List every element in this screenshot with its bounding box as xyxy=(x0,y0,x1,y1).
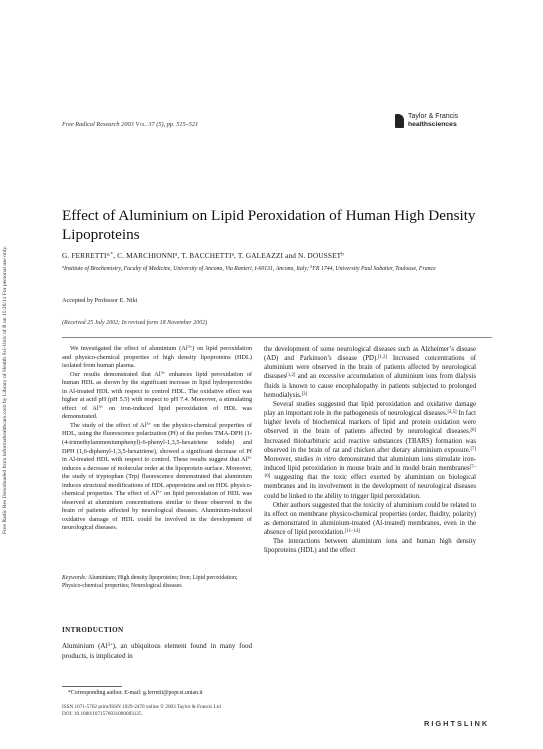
header-divider xyxy=(62,337,492,338)
citation: [6] xyxy=(470,428,476,434)
text-run: Our results demonstrated that Al xyxy=(70,370,161,378)
keywords xyxy=(62,575,252,591)
text-run: induces a decrease of molecular order at the lipoprotein surface. Moreover, the study of tryptophan (Trp) fluorescence demonstrated that aluminium induces structural modifications of HDL apoproteins and on HDL physico-chemical properties. The effect of Al xyxy=(62,464,252,498)
author-affil-mark: a xyxy=(231,251,234,258)
citation: [1,2] xyxy=(377,355,388,361)
italic-run: in vitro xyxy=(315,455,337,463)
text-run: ), an ubiquitous element found in many food products, is implicated in xyxy=(62,642,252,660)
author-name: , T. GALEAZZI and N. DOUSSET xyxy=(234,251,342,260)
citation: [1,2] xyxy=(286,373,296,379)
affil-text: Institute of Biochemistry, Faculty of Medicine, University of Ancona, Via Ranieri, I-60131, Ancona, Italy; xyxy=(64,266,311,272)
superscript: 3+ xyxy=(187,344,193,350)
text-run: Other authors suggested that the toxicity of aluminium could be related to its effect on membrane physico-chemical properties (order, fluidity, polarity) as demonstrated in aluminium-treated (Al-treated) membranes, even in the absence of lipid peroxidation. xyxy=(264,501,476,537)
journal-year: 2003 xyxy=(121,121,134,128)
article-title: Effect of Aluminium on Lipid Peroxidation of Human High Density Lipoproteins xyxy=(62,207,476,243)
text-run: In fact higher levels of biochemical markers of lipid and protein oxidation were observed in the brain of patients affected by neurological diseases. xyxy=(264,410,476,436)
superscript: 3+ xyxy=(98,403,104,409)
text-run: Moreover, studies xyxy=(264,455,316,463)
abstract-paragraph xyxy=(62,345,252,371)
author-affil-mark: a xyxy=(175,251,178,258)
text-run: and an excessive accumulation of aluminium ions from dialysis fluids is known to cause encephalopathy in patients subjected to prolonged hemodialysis. xyxy=(264,373,476,399)
affiliations xyxy=(62,266,502,274)
rightslink-logo[interactable]: RIGHTSLINK xyxy=(424,719,490,728)
citation: [11–14] xyxy=(344,528,360,534)
affil-text: FR 1744, University Paul Sabatier, Toulouse, France xyxy=(312,266,436,272)
citation: [7] xyxy=(470,446,476,452)
publisher-name: Taylor & Francis xyxy=(408,113,459,120)
affil-mark: b xyxy=(310,264,313,270)
superscript: 3+ xyxy=(146,420,152,426)
body-paragraph xyxy=(264,501,476,538)
body-paragraph: The interactions between aluminium ions and human high density lipoproteins (HDL) and the effect xyxy=(264,538,476,555)
citation: [4,5] xyxy=(447,409,457,415)
download-side-note: Free Radic Res Downloaded from informahealthcare.com by Library of Health Sci-Univ of Il on 11/26/11 For personal use only. xyxy=(2,245,8,535)
journal-name: Free Radical Research xyxy=(62,121,120,128)
book-icon xyxy=(395,114,404,128)
abstract xyxy=(62,345,252,533)
text-run: on iron-induced lipid peroxidation of HDL was demonstrated. xyxy=(62,404,253,421)
superscript: 3+ xyxy=(247,455,252,461)
journal-vol-label: Vol. xyxy=(135,121,147,128)
author-name: , C. MARCHIONNI xyxy=(113,251,176,260)
keywords-text: Aluminium; High density lipoproteins; Iron; Lipid peroxidation; Physico-chemical properties; Neurological diseases xyxy=(62,575,238,589)
citation: [3] xyxy=(301,391,308,397)
body-paragraph xyxy=(264,400,476,501)
superscript: 3+ xyxy=(107,642,113,648)
author-affil-mark: b xyxy=(341,251,345,258)
text-run: We investigated the effect of aluminium (Al xyxy=(70,345,188,352)
citation: [7–10] xyxy=(264,464,476,480)
publisher-division: healthsciences xyxy=(408,121,457,128)
text-run: the development of some neurological diseases such as Alzheimer’s disease (AD) and Parkinson’s disease (PD). xyxy=(264,346,476,363)
text-run: ) on lipid peroxidation and physico-chemical properties of high density lipoproteins (HDL) isolated from human plasma. xyxy=(62,345,252,370)
accepted-by: Accepted by Professor E. Niki xyxy=(62,297,138,304)
introduction-text xyxy=(62,641,252,661)
body-paragraph xyxy=(264,345,476,400)
text-run: on the physico-chemical properties of HDL, using the fluorescence polarization (Pf) of the probes TMA-DPH (1-(4-trimethylammoniumphenyl)-6-phenyl-1,3,5-hexatriene iodide) and DPH (1,6-diphenyl-1,3,5-hexatriene), showed a significant decrease of Pf in Al-treated HDL with respect to control. These results suggest that Al xyxy=(62,421,252,464)
abstract-paragraph xyxy=(62,422,252,533)
text-run: Several studies suggested that lipid peroxidation and oxidative damage play an important role in the pathogenesis of neurological diseases. xyxy=(264,400,476,418)
publisher-logo xyxy=(395,112,491,132)
text-run: suggesting that the toxic effect exerted by aluminium on biological membranes and its involvement in the development of neurological diseases could be linked to the ability to trigger lipid peroxidation. xyxy=(264,474,476,500)
issn-block xyxy=(62,704,221,718)
text-run: on lipid peroxidation of HDL was observed at aluminium concentrations similar to those observed in the brain of patients affected by neurological diseases. Aluminium-induced oxidative damage of HDL could be involved in the development of neurological diseases. xyxy=(62,490,253,532)
text-run: Increased thiobarbituric acid reactive substances (TBARS) formation was observed in the brain of rat and chicken after dietary aluminium exposure. xyxy=(264,437,476,454)
author-name: G. FERRETTI xyxy=(62,251,107,260)
journal-volume: 37 (5), pp. 515–521 xyxy=(148,121,199,128)
text-run: Aluminium (Al xyxy=(62,642,108,650)
keywords-label: Keywords: xyxy=(62,575,87,581)
right-column-text xyxy=(264,345,476,556)
text-run: demonstrated that aluminium ions stimulate iron-induced lipid peroxidation in mouse brain and in model brain membranes xyxy=(264,455,476,473)
affil-mark: a xyxy=(62,264,65,270)
section-heading-introduction: INTRODUCTION xyxy=(62,626,124,634)
text-run: Increased concentrations of aluminium were observed in the brain of patients affected by neurological diseases xyxy=(264,355,477,381)
text-run: enhances lipid peroxidation of human HDL as shown by the significant increase in lipid hydroperoxides in Al-treated HDL with respect to control HDL. The oxidative effect was higher at acid pH (pH 5.5) with respect to pH 7.4. Moreover, a stimulating effect of Al xyxy=(62,370,252,412)
doi-line: DOI: 10.1080/1071576031000083125 xyxy=(62,711,142,718)
author-affil-mark: a,* xyxy=(106,251,114,258)
superscript: 3+ xyxy=(157,489,162,495)
abstract-paragraph xyxy=(62,371,252,422)
author-name: , T. BACCHETTI xyxy=(177,251,232,260)
text-run: The study of the effect of Al xyxy=(70,421,147,429)
corresponding-author-footnote: *Corresponding author. E-mail: g.ferretti@popcsi.unian.it xyxy=(68,690,203,696)
received-dates: (Received 25 July 2002; In revised form 18 November 2002) xyxy=(62,320,208,326)
author-list xyxy=(62,251,502,260)
footnote-divider xyxy=(62,686,122,687)
issn-line: ISSN 1071-5762 print/ISSN 1029-2470 online © 2003 Taylor & Francis Ltd xyxy=(62,704,221,710)
journal-citation xyxy=(62,121,198,128)
superscript: 3+ xyxy=(160,369,166,375)
